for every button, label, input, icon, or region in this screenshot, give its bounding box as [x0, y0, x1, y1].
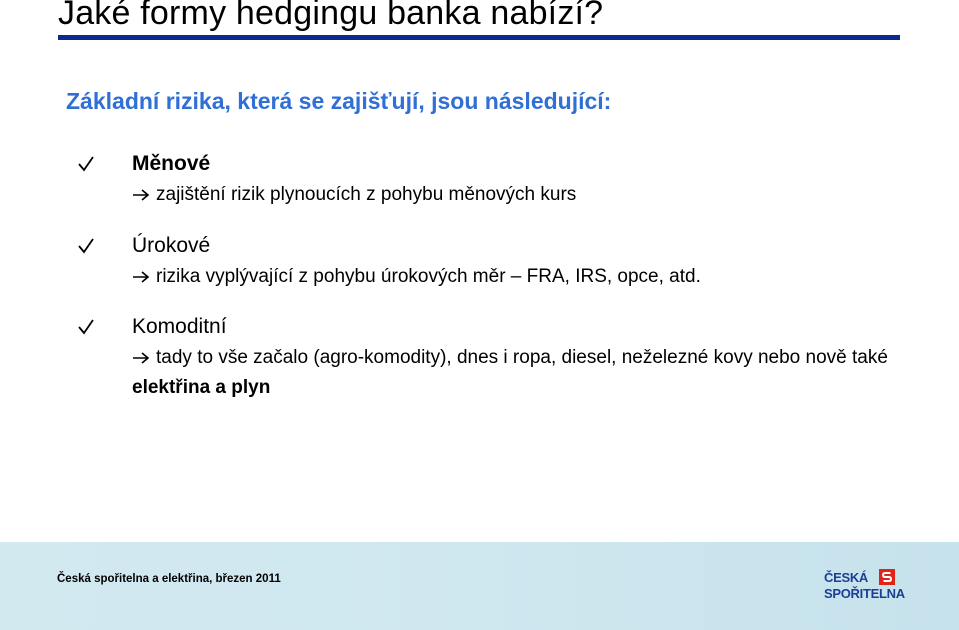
title-underline: [58, 35, 900, 40]
page-title: Jaké formy hedgingu banka nabízí?: [58, 0, 604, 32]
check-icon: [76, 154, 96, 174]
footer-text: Česká spořitelna a elektřina, březen 2011: [57, 573, 281, 585]
subtitle: Základní rizika, která se zajišťují, jsou následující:: [66, 88, 612, 114]
item-title: Úrokové: [132, 234, 211, 257]
check-icon: [76, 317, 96, 337]
ceska-sporitelna-logo: [824, 568, 905, 604]
logo-mark-icon: [879, 569, 895, 585]
logo-line-1: ČESKÁ: [824, 570, 869, 585]
check-icon: [76, 236, 96, 256]
item-description: tady to vše začalo (agro-komodity), dnes i ropa, diesel, neželezné kovy nebo nově také elektřina a plyn: [132, 343, 952, 403]
arrow-right-icon: [132, 343, 156, 373]
arrow-right-icon: [132, 262, 156, 292]
item-description: rizika vyplývající z pohybu úrokových měr – FRA, IRS, opce, atd.: [132, 262, 952, 292]
highlight-text: elektřina a plyn: [132, 377, 271, 398]
footer: [0, 542, 959, 630]
item-title: Komoditní: [132, 315, 227, 338]
arrow-right-icon: [132, 180, 156, 210]
item-title: Měnové: [132, 152, 211, 175]
logo-line-2: SPOŘITELNA: [824, 586, 905, 601]
item-description: zajištění rizik plynoucích z pohybu měnových kurs: [132, 180, 952, 210]
